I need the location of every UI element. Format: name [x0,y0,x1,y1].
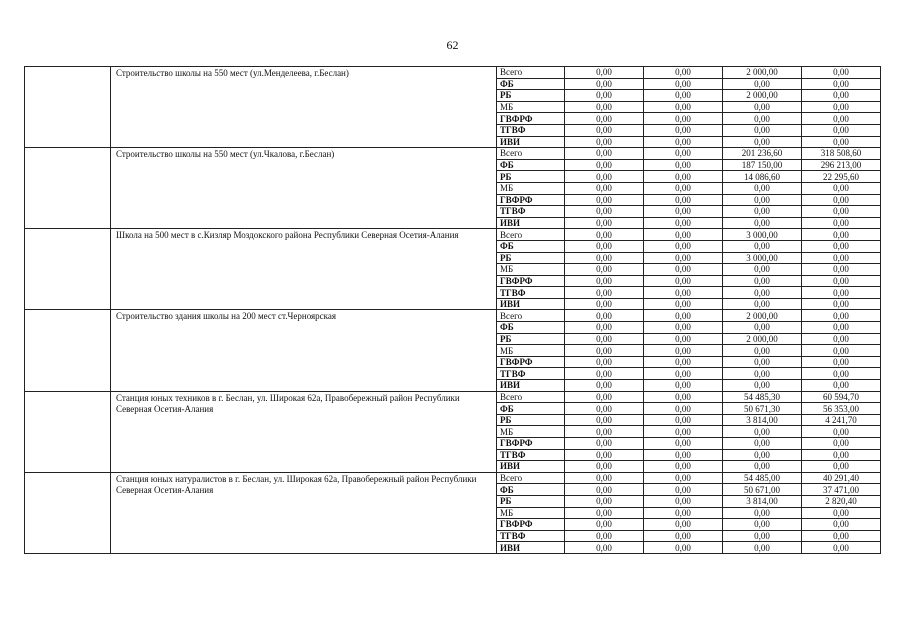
amount-cell: 0,00 [565,345,644,357]
amount-cell: 0,00 [802,507,881,519]
funding-source: РБ [497,171,565,183]
amount-cell: 0,00 [565,252,644,264]
amount-cell: 0,00 [644,333,723,345]
funding-source: ИВИ [497,542,565,554]
table-row [25,67,881,79]
table-row [25,229,881,241]
amount-cell: 0,00 [565,171,644,183]
amount-cell: 0,00 [644,414,723,426]
amount-cell: 318 508,60 [802,148,881,160]
amount-cell: 0,00 [802,287,881,299]
funding-source: ГВФРФ [497,275,565,287]
amount-cell: 0,00 [723,507,802,519]
amount-cell: 0,00 [723,368,802,380]
budget-table-body [25,67,881,554]
amount-cell: 0,00 [802,124,881,136]
amount-cell: 0,00 [565,194,644,206]
amount-cell: 50 671,00 [723,484,802,496]
project-name: Строительство школы на 550 мест (ул.Чкалова, г.Беслан) [111,148,497,229]
amount-cell: 0,00 [802,217,881,229]
funding-source: ТГВФ [497,124,565,136]
amount-cell: 0,00 [565,495,644,507]
amount-cell: 0,00 [644,461,723,473]
amount-cell: 0,00 [802,298,881,310]
amount-cell: 22 295,60 [802,171,881,183]
amount-cell: 0,00 [565,264,644,276]
amount-cell: 0,00 [644,472,723,484]
amount-cell: 0,00 [802,426,881,438]
amount-cell: 0,00 [802,519,881,531]
amount-cell: 187 150,00 [723,159,802,171]
project-name: Станция юных техников в г. Беслан, ул. Широкая 62а, Правобережный район Республики Северная Осетия-Алания [111,391,497,472]
amount-cell: 0,00 [644,310,723,322]
amount-cell: 0,00 [802,380,881,392]
amount-cell: 3 000,00 [723,229,802,241]
amount-cell: 0,00 [644,542,723,554]
funding-source: Всего [497,310,565,322]
table-row [25,310,881,322]
funding-source: РБ [497,495,565,507]
amount-cell: 0,00 [644,78,723,90]
amount-cell: 0,00 [802,240,881,252]
amount-cell: 0,00 [644,90,723,102]
funding-source: ТГВФ [497,287,565,299]
amount-cell: 0,00 [723,113,802,125]
amount-cell: 0,00 [802,67,881,79]
funding-source: РБ [497,90,565,102]
amount-cell: 0,00 [565,136,644,148]
amount-cell: 0,00 [644,67,723,79]
funding-source: МБ [497,182,565,194]
amount-cell: 0,00 [565,333,644,345]
amount-cell: 0,00 [723,356,802,368]
funding-source: МБ [497,264,565,276]
amount-cell: 0,00 [565,449,644,461]
amount-cell: 0,00 [644,194,723,206]
funding-source: РБ [497,252,565,264]
amount-cell: 0,00 [802,275,881,287]
amount-cell: 0,00 [565,461,644,473]
amount-cell: 0,00 [802,356,881,368]
funding-source: ТГВФ [497,530,565,542]
funding-source: ГВФРФ [497,113,565,125]
funding-source: Всего [497,472,565,484]
amount-cell: 4 241,70 [802,414,881,426]
amount-cell: 0,00 [565,380,644,392]
funding-source: ФБ [497,484,565,496]
funding-source: Всего [497,148,565,160]
funding-source: Всего [497,229,565,241]
amount-cell: 0,00 [565,113,644,125]
amount-cell: 0,00 [565,67,644,79]
amount-cell: 0,00 [802,101,881,113]
amount-cell: 0,00 [723,530,802,542]
amount-cell: 0,00 [644,275,723,287]
row-number-cell [25,148,111,229]
amount-cell: 0,00 [723,542,802,554]
project-name: Строительство школы на 550 мест (ул.Менделеева, г.Беслан) [111,67,497,148]
amount-cell: 0,00 [723,461,802,473]
amount-cell: 0,00 [723,136,802,148]
amount-cell: 37 471,00 [802,484,881,496]
funding-source: Всего [497,67,565,79]
amount-cell: 0,00 [644,298,723,310]
amount-cell: 0,00 [644,356,723,368]
funding-source: ФБ [497,322,565,334]
amount-cell: 0,00 [565,484,644,496]
amount-cell: 0,00 [565,287,644,299]
amount-cell: 0,00 [644,101,723,113]
amount-cell: 0,00 [723,264,802,276]
amount-cell: 0,00 [644,484,723,496]
amount-cell: 3 000,00 [723,252,802,264]
amount-cell: 0,00 [565,217,644,229]
amount-cell: 0,00 [802,542,881,554]
amount-cell: 0,00 [723,217,802,229]
amount-cell: 0,00 [644,124,723,136]
amount-cell: 0,00 [723,438,802,450]
amount-cell: 0,00 [565,182,644,194]
amount-cell: 0,00 [802,78,881,90]
amount-cell: 0,00 [565,542,644,554]
amount-cell: 0,00 [802,322,881,334]
funding-source: ТГВФ [497,449,565,461]
amount-cell: 0,00 [565,206,644,218]
amount-cell: 0,00 [723,287,802,299]
amount-cell: 0,00 [644,171,723,183]
amount-cell: 0,00 [644,217,723,229]
amount-cell: 0,00 [644,322,723,334]
amount-cell: 0,00 [565,472,644,484]
amount-cell: 0,00 [565,322,644,334]
amount-cell: 0,00 [565,78,644,90]
row-number-cell [25,472,111,553]
amount-cell: 0,00 [723,275,802,287]
amount-cell: 0,00 [802,182,881,194]
amount-cell: 3 814,00 [723,414,802,426]
amount-cell: 0,00 [565,310,644,322]
amount-cell: 0,00 [565,240,644,252]
amount-cell: 0,00 [723,426,802,438]
amount-cell: 0,00 [644,229,723,241]
row-number-cell [25,391,111,472]
amount-cell: 0,00 [723,182,802,194]
amount-cell: 0,00 [802,333,881,345]
funding-source: ИВИ [497,136,565,148]
amount-cell: 0,00 [723,298,802,310]
funding-source: ФБ [497,159,565,171]
amount-cell: 2 000,00 [723,310,802,322]
amount-cell: 0,00 [723,194,802,206]
row-number-cell [25,67,111,148]
funding-source: ГВФРФ [497,194,565,206]
amount-cell: 0,00 [565,403,644,415]
amount-cell: 0,00 [723,101,802,113]
amount-cell: 0,00 [644,403,723,415]
funding-source: ИВИ [497,380,565,392]
funding-source: МБ [497,345,565,357]
budget-table [24,66,881,554]
amount-cell: 0,00 [644,252,723,264]
amount-cell: 0,00 [644,182,723,194]
amount-cell: 0,00 [802,90,881,102]
amount-cell: 0,00 [565,530,644,542]
amount-cell: 0,00 [644,113,723,125]
funding-source: РБ [497,333,565,345]
amount-cell: 201 236,60 [723,148,802,160]
amount-cell: 296 213,00 [802,159,881,171]
amount-cell: 0,00 [565,356,644,368]
project-name: Станция юных натуралистов в г. Беслан, ул. Широкая 62а, Правобережный район Республики Северная Осетия-Алания [111,472,497,553]
amount-cell: 0,00 [565,229,644,241]
amount-cell: 0,00 [644,368,723,380]
amount-cell: 0,00 [723,206,802,218]
amount-cell: 0,00 [802,206,881,218]
amount-cell: 0,00 [802,229,881,241]
amount-cell: 0,00 [723,380,802,392]
funding-source: ФБ [497,240,565,252]
amount-cell: 0,00 [723,322,802,334]
project-name: Школа на 500 мест в с.Кизляр Моздокского района Республики Северная Осетия-Алания [111,229,497,310]
funding-source: ИВИ [497,461,565,473]
amount-cell: 0,00 [802,438,881,450]
funding-source: ФБ [497,403,565,415]
amount-cell: 14 086,60 [723,171,802,183]
funding-source: РБ [497,414,565,426]
amount-cell: 0,00 [565,507,644,519]
amount-cell: 0,00 [723,124,802,136]
amount-cell: 0,00 [802,252,881,264]
amount-cell: 0,00 [565,90,644,102]
table-row [25,391,881,403]
funding-source: ГВФРФ [497,356,565,368]
amount-cell: 0,00 [802,136,881,148]
funding-source: ТГВФ [497,368,565,380]
amount-cell: 0,00 [802,368,881,380]
funding-source: ИВИ [497,217,565,229]
amount-cell: 0,00 [565,391,644,403]
amount-cell: 0,00 [723,345,802,357]
amount-cell: 0,00 [644,136,723,148]
table-row [25,148,881,160]
amount-cell: 0,00 [802,310,881,322]
amount-cell: 0,00 [802,113,881,125]
amount-cell: 0,00 [644,264,723,276]
amount-cell: 0,00 [644,287,723,299]
amount-cell: 3 814,00 [723,495,802,507]
funding-source: ГВФРФ [497,438,565,450]
amount-cell: 0,00 [644,345,723,357]
funding-source: ИВИ [497,298,565,310]
amount-cell: 0,00 [802,264,881,276]
funding-source: ФБ [497,78,565,90]
amount-cell: 0,00 [565,124,644,136]
amount-cell: 0,00 [644,426,723,438]
project-name: Строительство здания школы на 200 мест ст.Черноярская [111,310,497,391]
amount-cell: 0,00 [565,519,644,531]
amount-cell: 40 291,40 [802,472,881,484]
amount-cell: 50 671,30 [723,403,802,415]
amount-cell: 0,00 [644,438,723,450]
amount-cell: 0,00 [644,495,723,507]
amount-cell: 0,00 [565,148,644,160]
amount-cell: 0,00 [644,159,723,171]
amount-cell: 0,00 [565,414,644,426]
funding-source: Всего [497,391,565,403]
amount-cell: 0,00 [723,78,802,90]
amount-cell: 0,00 [644,391,723,403]
amount-cell: 0,00 [644,206,723,218]
row-number-cell [25,229,111,310]
amount-cell: 2 820,40 [802,495,881,507]
funding-source: МБ [497,507,565,519]
amount-cell: 0,00 [802,194,881,206]
amount-cell: 0,00 [565,159,644,171]
amount-cell: 0,00 [565,101,644,113]
amount-cell: 0,00 [723,519,802,531]
funding-source: МБ [497,101,565,113]
amount-cell: 0,00 [644,519,723,531]
amount-cell: 2 000,00 [723,67,802,79]
amount-cell: 0,00 [802,449,881,461]
amount-cell: 0,00 [802,461,881,473]
amount-cell: 0,00 [723,240,802,252]
amount-cell: 0,00 [644,507,723,519]
amount-cell: 0,00 [644,449,723,461]
amount-cell: 56 353,00 [802,403,881,415]
amount-cell: 54 485,00 [723,472,802,484]
table-row [25,472,881,484]
amount-cell: 0,00 [644,530,723,542]
amount-cell: 60 594,70 [802,391,881,403]
funding-source: ГВФРФ [497,519,565,531]
amount-cell: 54 485,30 [723,391,802,403]
amount-cell: 0,00 [802,345,881,357]
amount-cell: 0,00 [565,426,644,438]
page-number: 62 [446,38,459,52]
amount-cell: 0,00 [565,275,644,287]
amount-cell: 2 000,00 [723,90,802,102]
amount-cell: 2 000,00 [723,333,802,345]
amount-cell: 0,00 [644,240,723,252]
amount-cell: 0,00 [644,380,723,392]
row-number-cell [25,310,111,391]
amount-cell: 0,00 [723,449,802,461]
amount-cell: 0,00 [802,530,881,542]
amount-cell: 0,00 [565,438,644,450]
funding-source: ТГВФ [497,206,565,218]
funding-source: МБ [497,426,565,438]
amount-cell: 0,00 [565,298,644,310]
amount-cell: 0,00 [644,148,723,160]
amount-cell: 0,00 [565,368,644,380]
